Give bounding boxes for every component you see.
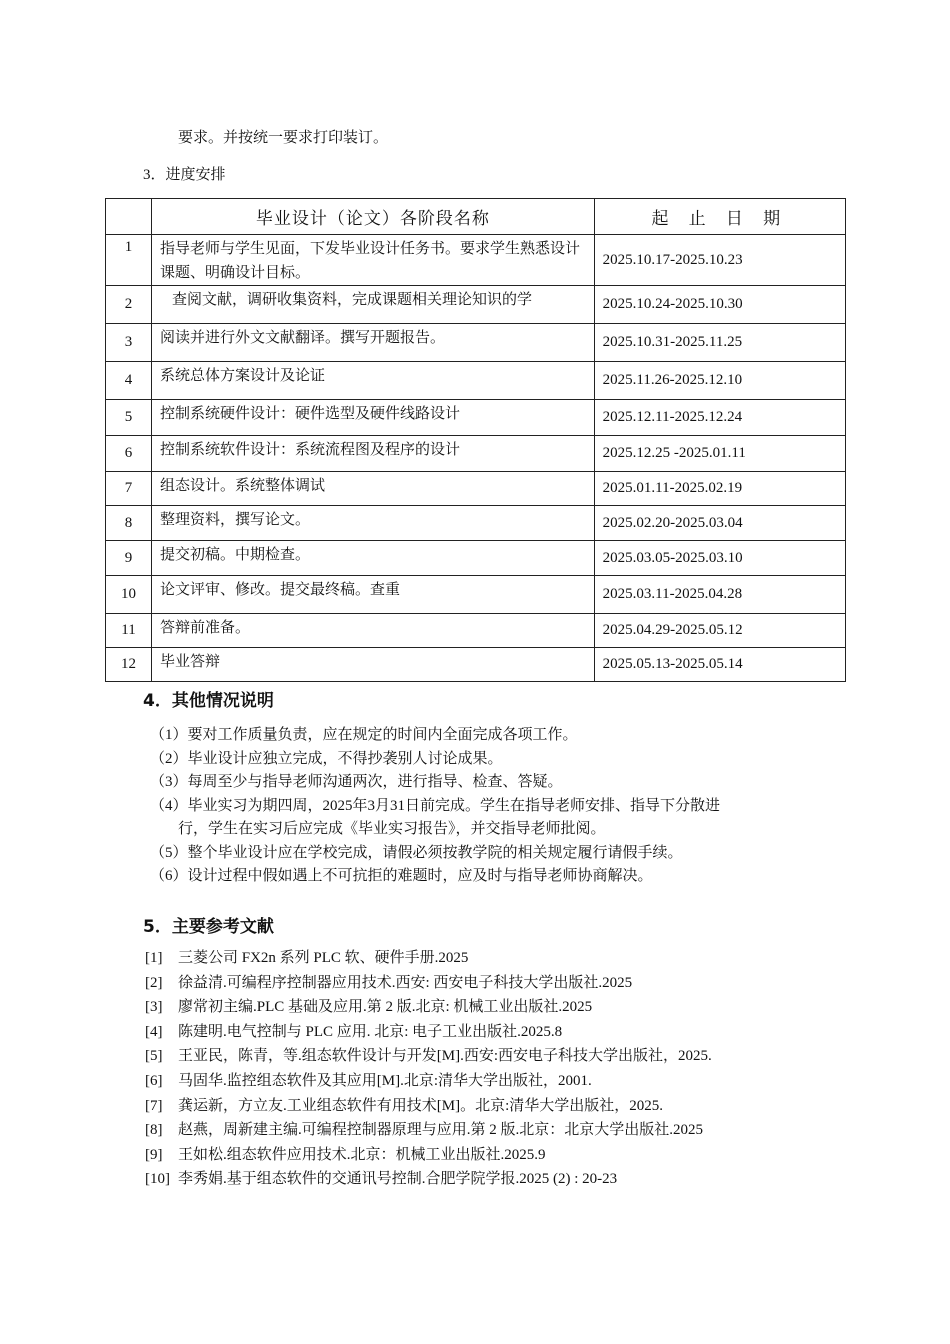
- row-stage: 查阅文献，调研收集资料，完成课题相关理论知识的学: [152, 286, 595, 324]
- row-num: 5: [106, 400, 152, 436]
- table-row: [106, 506, 846, 541]
- references-section-title: 5．主要参考文献: [143, 917, 274, 937]
- reference-item: [145, 971, 712, 996]
- row-num: 3: [106, 324, 152, 362]
- reference-item: [145, 1044, 712, 1069]
- header-date: 起 止 日 期: [594, 199, 845, 235]
- table-row: [106, 541, 846, 576]
- row-stage: 组态设计。系统整体调试: [152, 472, 595, 506]
- other-notes-list: [150, 724, 830, 889]
- schedule-table: [105, 198, 846, 682]
- note-item: （3）每周至少与指导老师沟通两次，进行指导、检查、答疑。: [150, 774, 563, 790]
- header-num: [106, 199, 152, 235]
- reference-item: [145, 1118, 712, 1143]
- row-date: 2025.10.31-2025.11.25: [594, 324, 845, 362]
- reference-item: [145, 946, 712, 971]
- row-num: 10: [106, 576, 152, 614]
- row-stage: 控制系统软件设计：系统流程图及程序的设计: [152, 436, 595, 472]
- reference-item: [145, 1020, 712, 1045]
- table-row: [106, 576, 846, 614]
- row-num: 8: [106, 506, 152, 541]
- table-row: [106, 472, 846, 506]
- row-date: 2025.02.20-2025.03.04: [594, 506, 845, 541]
- reference-item: [145, 1167, 712, 1192]
- row-date: 2025.04.29-2025.05.12: [594, 614, 845, 648]
- note-item: （4）毕业实习为期四周，2025年3月31日前完成。学生在指导老师安排、指导下分散进: [150, 797, 721, 814]
- row-date: 2025.03.05-2025.03.10: [594, 541, 845, 576]
- row-date: 2025.11.26-2025.12.10: [594, 362, 845, 400]
- reference-item: [145, 1069, 712, 1094]
- reference-tag: [6]: [145, 1072, 163, 1089]
- row-date: 2025.10.24-2025.10.30: [594, 286, 845, 324]
- row-stage: 控制系统硬件设计：硬件选型及硬件线路设计: [152, 400, 595, 436]
- reference-tag: [5]: [145, 1048, 163, 1065]
- table-row: [106, 286, 846, 324]
- note-item: （6）设计过程中假如遇上不可抗拒的难题时，应及时与指导老师协商解决。: [150, 868, 653, 884]
- reference-tag: [7]: [145, 1097, 163, 1114]
- row-stage: 系统总体方案设计及论证: [152, 362, 595, 400]
- row-stage: 毕业答辩: [152, 648, 595, 682]
- reference-tag: [9]: [145, 1146, 163, 1163]
- row-date: 2025.12.11-2025.12.24: [594, 400, 845, 436]
- row-stage: 论文评审、修改。提交最终稿。查重: [152, 576, 595, 614]
- row-num: 6: [106, 436, 152, 472]
- row-num: 2: [106, 286, 152, 324]
- reference-text: 马固华.监控组态软件及其应用[M].北京:清华大学出版社，2001.: [178, 1072, 592, 1089]
- row-stage: 整理资料，撰写论文。: [152, 506, 595, 541]
- header-stage: 毕业设计（论文）各阶段名称: [152, 199, 595, 235]
- reference-text: 赵燕，周新建主编.可编程控制器原理与应用.第 2 版.北京：北京大学出版社.2025: [178, 1122, 704, 1139]
- row-num: 7: [106, 472, 152, 506]
- reference-tag: [2]: [145, 974, 163, 991]
- reference-text: 三菱公司 FX2n 系列 PLC 软、硬件手册.2025: [178, 950, 469, 966]
- reference-text: 王如松.组态软件应用技术.北京：机械工业出版社.2025.9: [178, 1146, 546, 1163]
- schedule-section-title: 3．进度安排: [143, 167, 226, 183]
- reference-tag: [10]: [145, 1171, 170, 1188]
- row-date: 2025.10.17-2025.10.23: [594, 235, 845, 286]
- row-stage: 提交初稿。中期检查。: [152, 541, 595, 576]
- note-item: （2）毕业设计应独立完成，不得抄袭别人讨论成果。: [150, 750, 503, 767]
- reference-text: 廖常初主编.PLC 基础及应用.第 2 版.北京: 机械工业出版社.2025: [178, 999, 593, 1016]
- row-num: 11: [106, 614, 152, 648]
- row-date: 2025.03.11-2025.04.28: [594, 576, 845, 614]
- table-row: [106, 436, 846, 472]
- reference-tag: [1]: [145, 950, 163, 966]
- intro-text: 要求。并按统一要求打印装订。: [178, 130, 389, 146]
- row-date: 2025.01.11-2025.02.19: [594, 472, 845, 506]
- reference-tag: [8]: [145, 1122, 163, 1139]
- table-row: [106, 400, 846, 436]
- note-item: （5）整个毕业设计应在学校完成，请假必须按教学院的相关规定履行请假手续。: [150, 844, 683, 861]
- reference-tag: [4]: [145, 1023, 163, 1040]
- reference-text: 陈建明.电气控制与 PLC 应用. 北京: 电子工业出版社.2025.8: [178, 1023, 563, 1040]
- reference-text: 李秀娟.基于组态软件的交通讯号控制.合肥学院学报.2025 (2) : 20-23: [178, 1171, 618, 1188]
- table-row: [106, 235, 846, 286]
- note-item: （1）要对工作质量负责，应在规定的时间内全面完成各项工作。: [150, 727, 578, 743]
- row-stage: 指导老师与学生见面，下发毕业设计任务书。要求学生熟悉设计课题、明确设计目标。: [152, 235, 595, 286]
- table-row: [106, 324, 846, 362]
- reference-text: 王亚民，陈青，等.组态软件设计与开发[M].西安:西安电子科技大学出版社，2025.: [178, 1048, 712, 1065]
- references-list: [145, 946, 712, 1192]
- row-num: 1: [106, 235, 152, 286]
- table-row: [106, 648, 846, 682]
- reference-tag: [3]: [145, 999, 163, 1016]
- row-date: 2025.12.25 -2025.01.11: [594, 436, 845, 472]
- table-header-row: [106, 199, 846, 235]
- reference-text: 徐益清.可编程序控制器应用技术.西安: 西安电子科技大学出版社.2025: [178, 974, 633, 991]
- reference-text: 龚运新，方立友.工业组态软件有用技术[M]。北京:清华大学出版社，2025.: [178, 1097, 663, 1114]
- row-num: 4: [106, 362, 152, 400]
- note-item-continuation: 行，学生在实习后应完成《毕业实习报告》，并交指导老师批阅。: [178, 821, 606, 837]
- reference-item: [145, 995, 712, 1020]
- row-num: 12: [106, 648, 152, 682]
- other-section-title: 4．其他情况说明: [143, 691, 274, 711]
- table-row: [106, 362, 846, 400]
- reference-item: [145, 1094, 712, 1119]
- row-date: 2025.05.13-2025.05.14: [594, 648, 845, 682]
- row-num: 9: [106, 541, 152, 576]
- row-stage: 阅读并进行外文文献翻译。撰写开题报告。: [152, 324, 595, 362]
- row-stage: 答辩前准备。: [152, 614, 595, 648]
- reference-item: [145, 1143, 712, 1168]
- table-row: [106, 614, 846, 648]
